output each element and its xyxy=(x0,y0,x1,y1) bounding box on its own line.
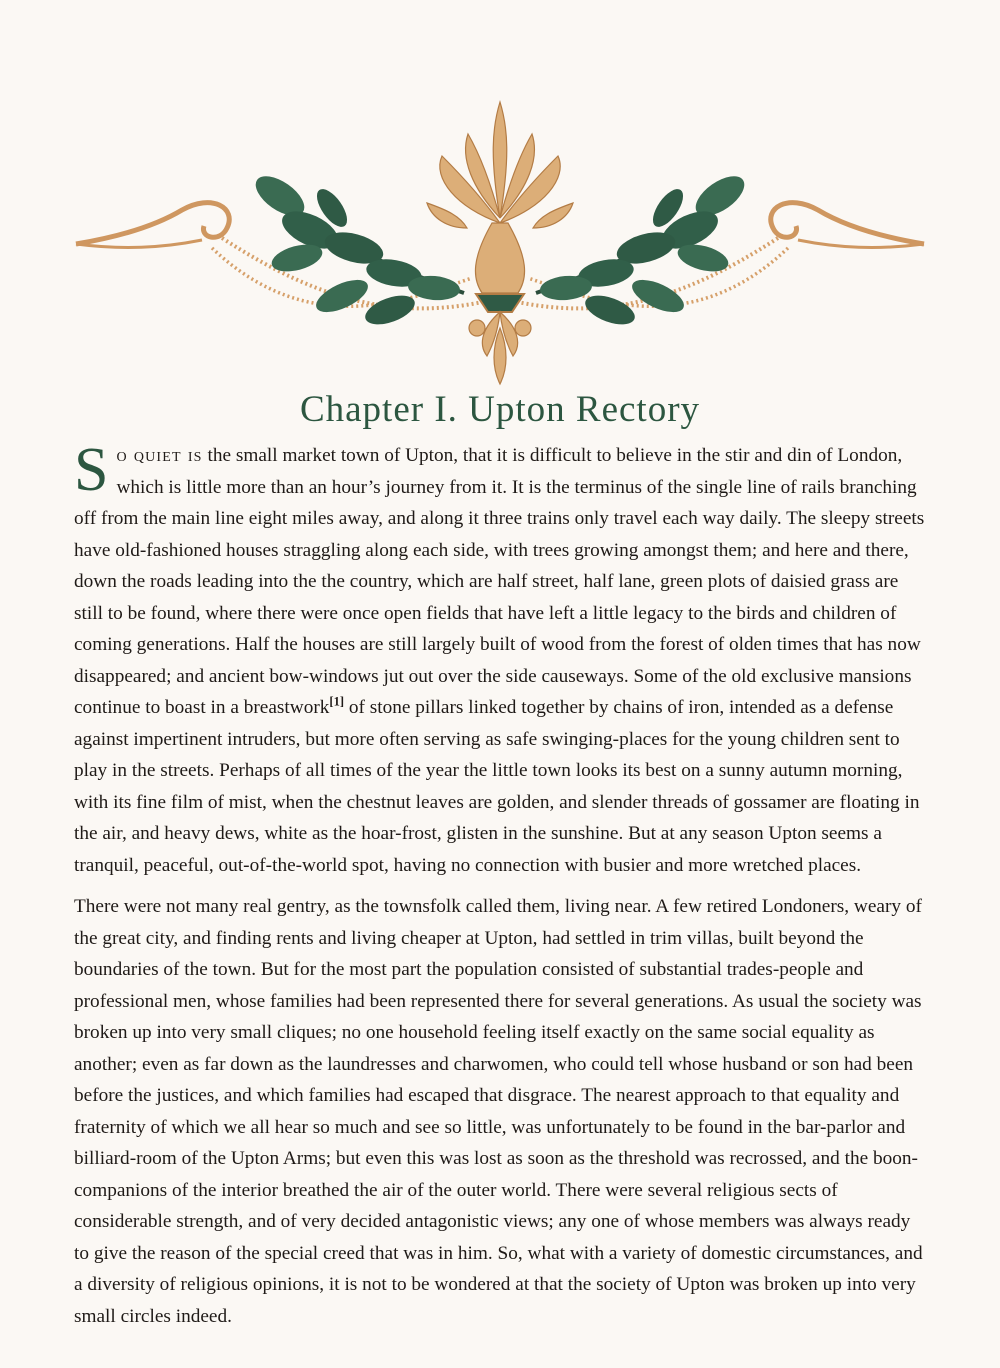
paragraph-1-text-a: the small market town of Upton, that it is difficult to believe in the stir and din of London, which is little more than an hour’s journey from it. It is the terminus of the single line of rails branching off from the main line eight miles away, and along it three trains only travel each way daily. The sleepy streets have old-fashioned houses straggling along each side, with trees growing amongst them; and here and there, down the roads leading into the the country, which are half street, half lane, green plots of daisied grass are still to be found, where there were once open fields that have left a little legacy to the birds and children of coming generations. Half the houses are still largely built of wood from the forest of olden times that has now disappeared; and ancient bow-windows jut out over the side causeways. Some of the old exclusive mansions continue to boast in a breastwork xyxy=(74,445,925,718)
footnote-link-1[interactable]: [1] xyxy=(329,694,344,709)
opening-small-caps: o quiet is xyxy=(116,445,203,466)
drop-cap: S xyxy=(74,436,109,504)
paragraph-2: There were not many real gentry, as the townsfolk called them, living near. A few retired Londoners, weary of the great city, and finding rents and living cheaper at Upton, had settled in trim villas, built beyond the boundaries of the town. But for the most part the population consisted of substantial trades-people and professional men, whose families had been represented there for several generations. As usual the society was broken up into very small cliques; no one household feeling itself exactly on the same social equality as another; even as far down as the laundresses and charwomen, who could tell whose husband or son had been before the justices, and which families had escaped that disgrace. The nearest approach to that equality and fraternity of which we all hear so much and see so little, was unfortunately to be found in the bar-parlor and billiard-room of the Upton Arms; but even this was lost as soon as the threshold was recrossed, and the boon-companions of the interior breathed the air of the outer world. There were several religious sects of considerable strength, and of very decided antagonistic views; any one of whose members was always ready to give the reason of the special creed that was in him. So, what with a variety of domestic circumstances, and a diversity of religious opinions, it is not to be wondered at that the society of Upton was broken up into very small circles indeed. xyxy=(74,896,923,1327)
paragraph-1-text-b: of stone pillars linked together by chains of iron, intended as a defense against impertinent intruders, but more often serving as safe swinging-places for the young children sent to play in the streets. Perhaps of all times of the year the little town looks its best on a sunny autumn morning, with its fine film of mist, when the chestnut leaves are golden, and slender threads of gossamer are floating in the air, and heavy dews, white as the hoar-frost, glisten in the sunshine. But at any season Upton seems a tranquil, peaceful, out-of-the-world spot, having no connection with busier and more wretched places. xyxy=(74,697,920,876)
chapter-title: Chapter I. Upton Rectory xyxy=(299,389,701,430)
chapter-body xyxy=(74,436,929,1342)
oak-leaf-acanthus-ornament-icon xyxy=(72,98,928,388)
paragraph-1 xyxy=(74,436,929,881)
